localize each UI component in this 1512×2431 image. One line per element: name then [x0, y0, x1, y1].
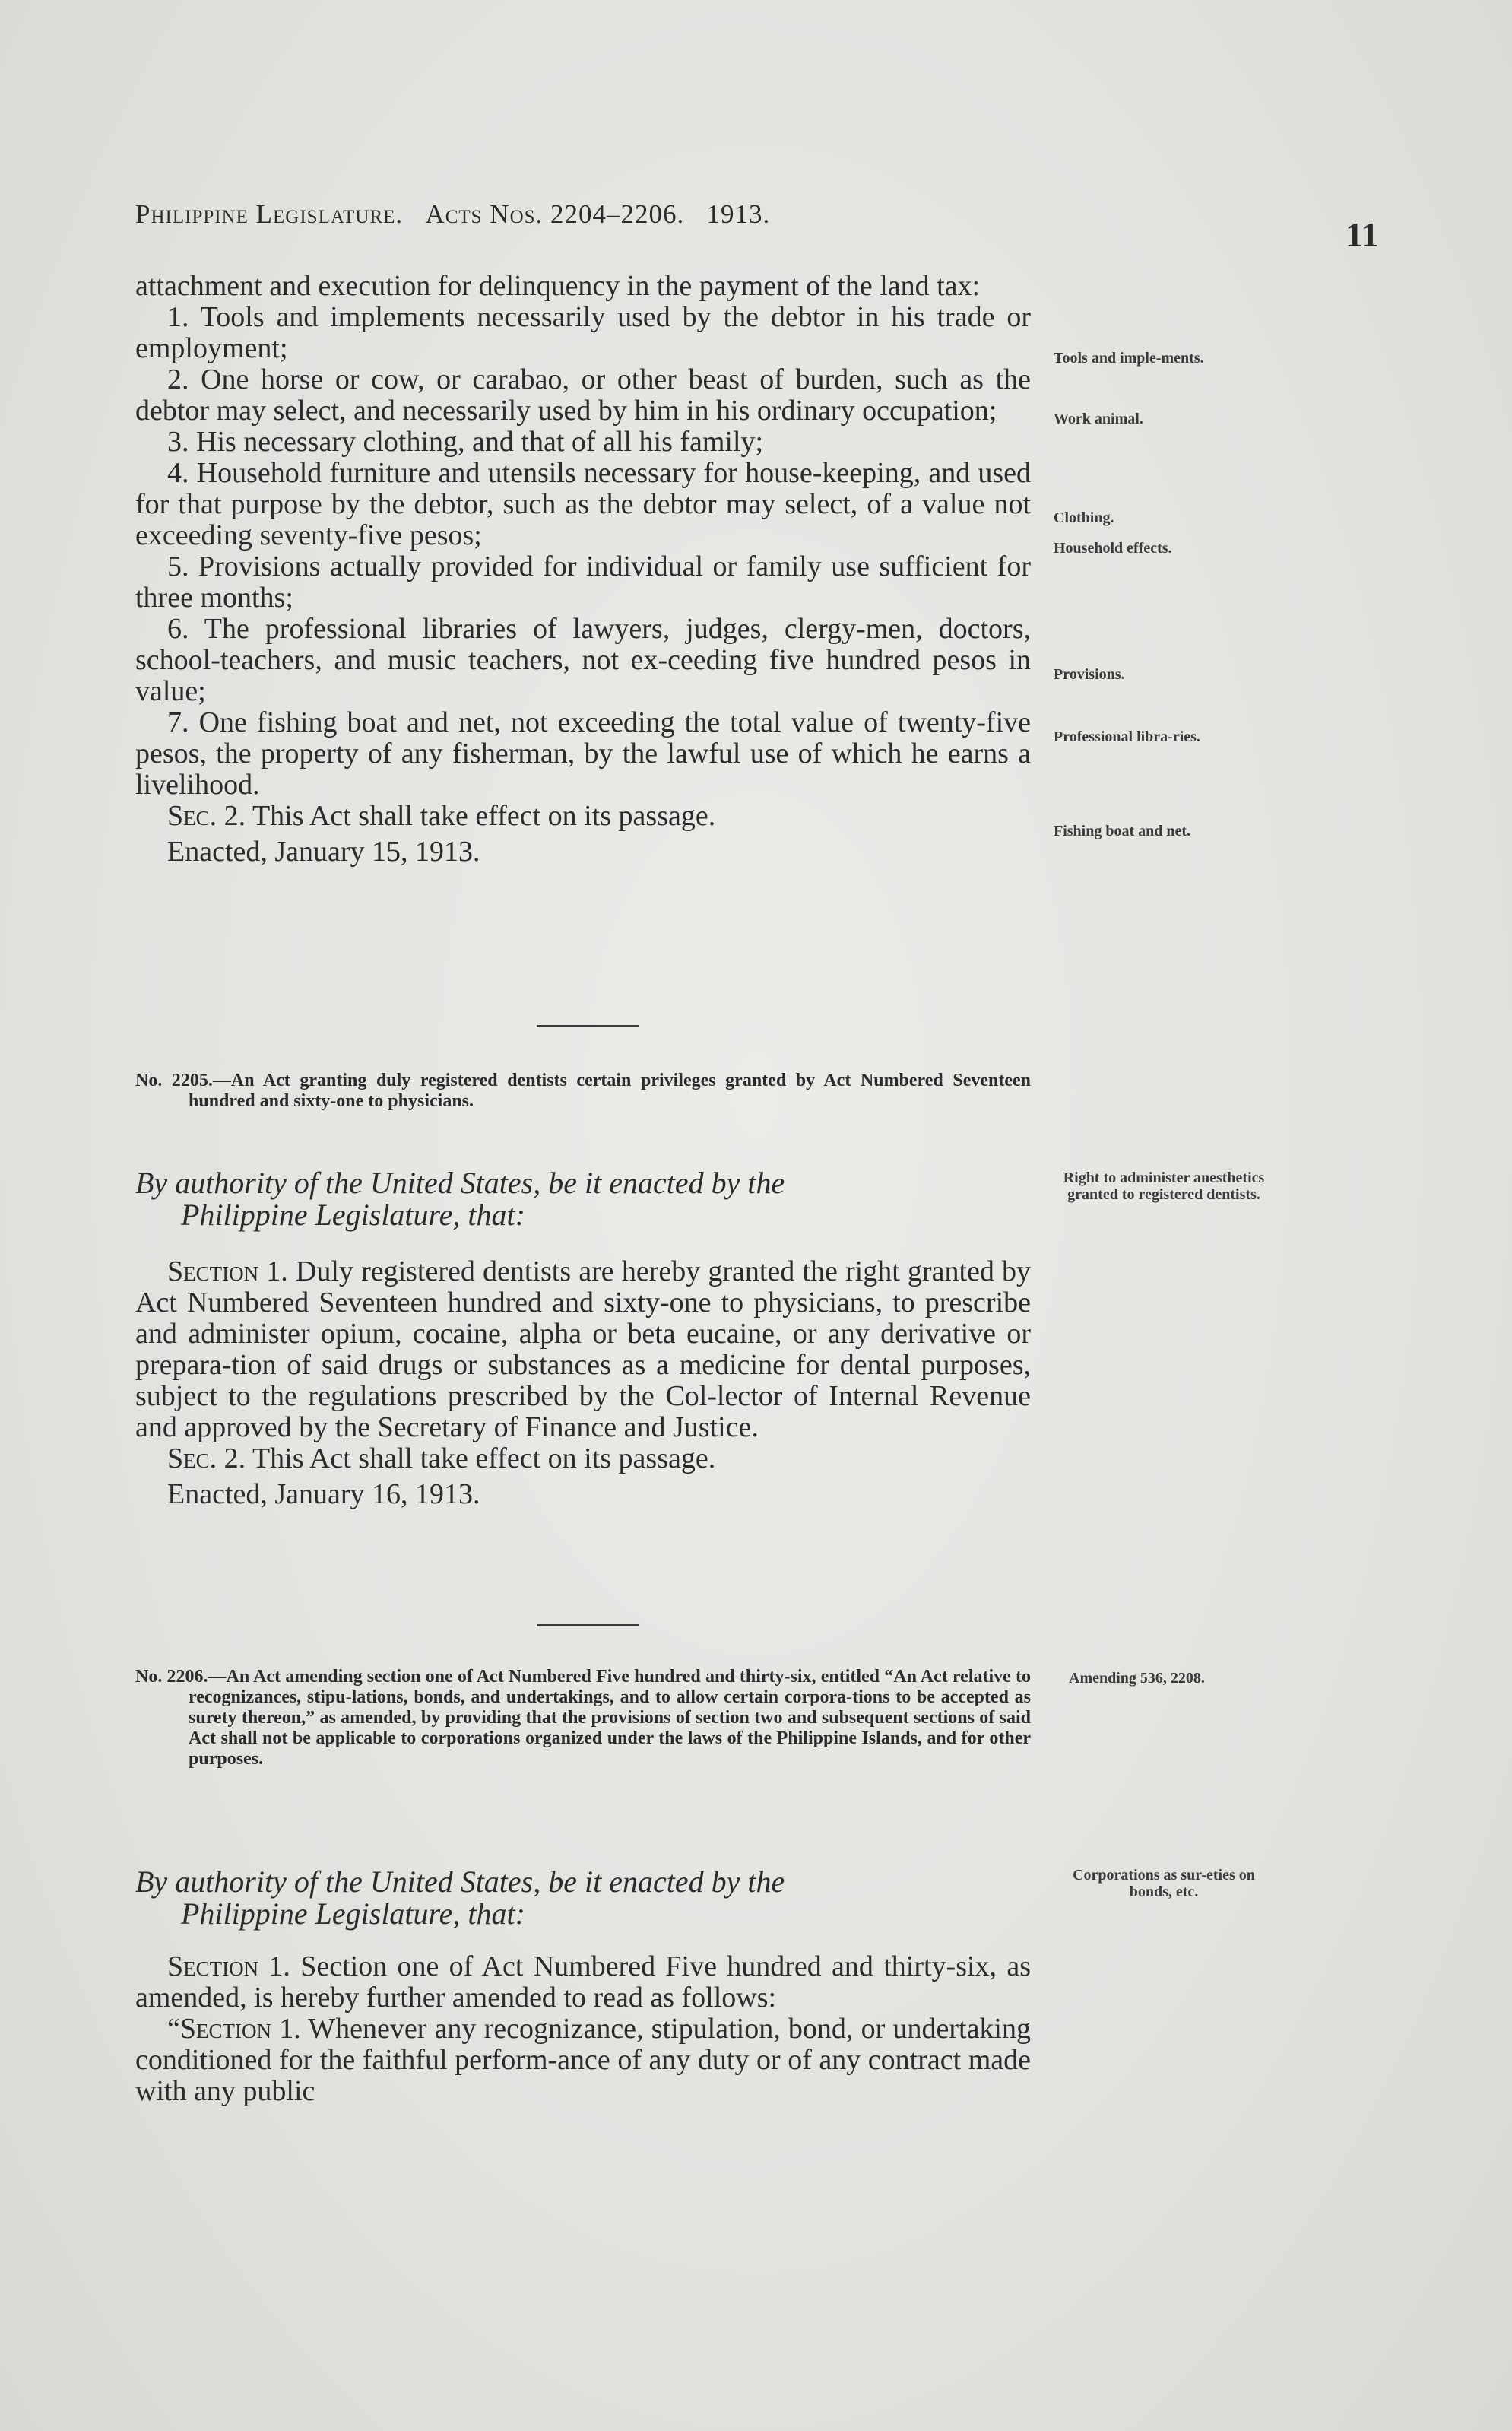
- margin-note-anesthetics: Right to administer anesthetics granted to registered dentists.: [1063, 1169, 1265, 1203]
- act-2205-section-1: [135, 1256, 1031, 1443]
- enacting-line-1: By authority of the United States, be it enacted by the: [135, 1166, 785, 1200]
- section-text: This Act shall take effect on its passage.: [252, 800, 716, 832]
- section-label: Section 1.: [167, 1255, 288, 1287]
- margin-note-corporations: Corporations as sur-eties on bonds, etc.: [1073, 1867, 1255, 1900]
- margin-note-clothing: Clothing.: [1054, 509, 1114, 526]
- margin-note-amending: Amending 536, 2208.: [1069, 1670, 1205, 1687]
- section-text: Whenever any recognizance, stipulation, bond, or undertaking conditioned for the faithful perform-ance of any duty or of any contract made with any public: [135, 2013, 1031, 2107]
- section-label: Section 1.: [167, 1950, 290, 1982]
- header-year: 1913.: [706, 199, 771, 229]
- section-text: Duly registered dentists are hereby granted the right granted by Act Numbered Seventeen hundred and sixty-one to physicians, to prescribe and administer opium, cocaine, alpha or beta eucaine, or any derivative or prepara-tion of said drugs or substances as a medicine for dental purposes, subject to the regulations prescribed by the Col-lector of Internal Revenue and approved by the Secretary of Finance and Justice.: [135, 1255, 1032, 1443]
- exemption-item-7: 7. One fishing boat and net, not exceeding the total value of twenty-five pesos, the property of any fisherman, by the lawful use of which he earns a livelihood.: [135, 706, 1031, 801]
- act-2206-enacting-clause: [135, 1866, 1031, 1930]
- exemption-item-1: 1. Tools and implements necessarily used by the debtor in his trade or employment;: [135, 301, 1031, 364]
- exemption-item-5: 5. Provisions actually provided for individual or family use sufficient for three months;: [135, 551, 1031, 614]
- exemption-item-2: 2. One horse or cow, or carabao, or other beast of burden, such as the debtor may select, and necessarily used by him in his ordinary occupation;: [135, 363, 1031, 427]
- page-number: 11: [1346, 215, 1379, 254]
- act-2204-intro: attachment and execution for delinquency in the payment of the land tax:: [135, 270, 981, 302]
- section-divider: [537, 1624, 639, 1626]
- margin-note-work-animal: Work animal.: [1054, 411, 1143, 427]
- enacting-line-2: Philippine Legislature, that:: [181, 1198, 525, 1232]
- section-text: This Act shall take effect on its passage.: [252, 1442, 716, 1474]
- act-2204-body: [135, 271, 1031, 868]
- margin-note-provisions: Provisions.: [1054, 666, 1125, 683]
- act-2204-section-2: [135, 801, 1031, 832]
- margin-note-household: Household effects.: [1054, 540, 1172, 557]
- exemption-item-3: 3. His necessary clothing, and that of all his family;: [167, 426, 764, 458]
- section-divider: [537, 1025, 639, 1027]
- act-2205-enacting-clause: [135, 1167, 1031, 1231]
- header-acts: Acts Nos. 2204–2206.: [425, 199, 685, 229]
- margin-note-fishing: Fishing boat and net.: [1054, 823, 1191, 839]
- margin-note-libraries: Professional libra-ries.: [1054, 728, 1200, 745]
- act-2205-enacted: Enacted, January 16, 1913.: [167, 1478, 480, 1510]
- act-2205-title: No. 2205.—An Act granting duly registered dentists certain privileges granted by Act Numbered Seventeen hundred and sixty-one to physicians.: [135, 1071, 1031, 1111]
- exemption-item-6: 6. The professional libraries of lawyers, judges, clergy-men, doctors, school-teachers, and music teachers, not ex-ceeding five hundred pesos in value;: [135, 613, 1031, 707]
- act-2206-title: No. 2206.—An Act amending section one of Act Numbered Five hundred and thirty-six, entitled “An Act relative to recognizances, stipu-lations, bonds, and undertakings, and to allow certain corpora-tions to be accepted as surety thereon,” as amended, by providing that the provisions of section two and subsequent sections of said Act shall not be applicable to corporations organized under the laws of the Philippine Islands, and for other purposes.: [135, 1667, 1031, 1769]
- header-legislature: Philippine Legislature.: [135, 199, 404, 229]
- act-2206-quoted-section: [135, 2014, 1031, 2107]
- act-2204-enacted: Enacted, January 15, 1913.: [167, 836, 480, 868]
- margin-note-tools: Tools and imple-ments.: [1054, 350, 1204, 367]
- exemption-item-4: 4. Household furniture and utensils necessary for house-keeping, and used for that purpose by the debtor, such as the debtor may select, of a value not exceeding seventy-five pesos;: [135, 457, 1031, 551]
- section-label: Sec. 2.: [167, 1442, 246, 1474]
- act-2206-section-1: [135, 1951, 1031, 2014]
- section-label: Sec. 2.: [167, 800, 246, 832]
- running-header: [135, 199, 1010, 230]
- section-text: Section one of Act Numbered Five hundred and thirty-six, as amended, is hereby further amended to read as follows:: [135, 1950, 1032, 2014]
- act-2205-section-2: [135, 1443, 1031, 1474]
- enacting-line-2: Philippine Legislature, that:: [181, 1896, 525, 1931]
- enacting-line-1: By authority of the United States, be it enacted by the: [135, 1865, 785, 1899]
- section-label: “Section 1.: [167, 2013, 301, 2045]
- act-2206-body: [135, 1951, 1031, 2107]
- act-2205-body: [135, 1256, 1031, 1510]
